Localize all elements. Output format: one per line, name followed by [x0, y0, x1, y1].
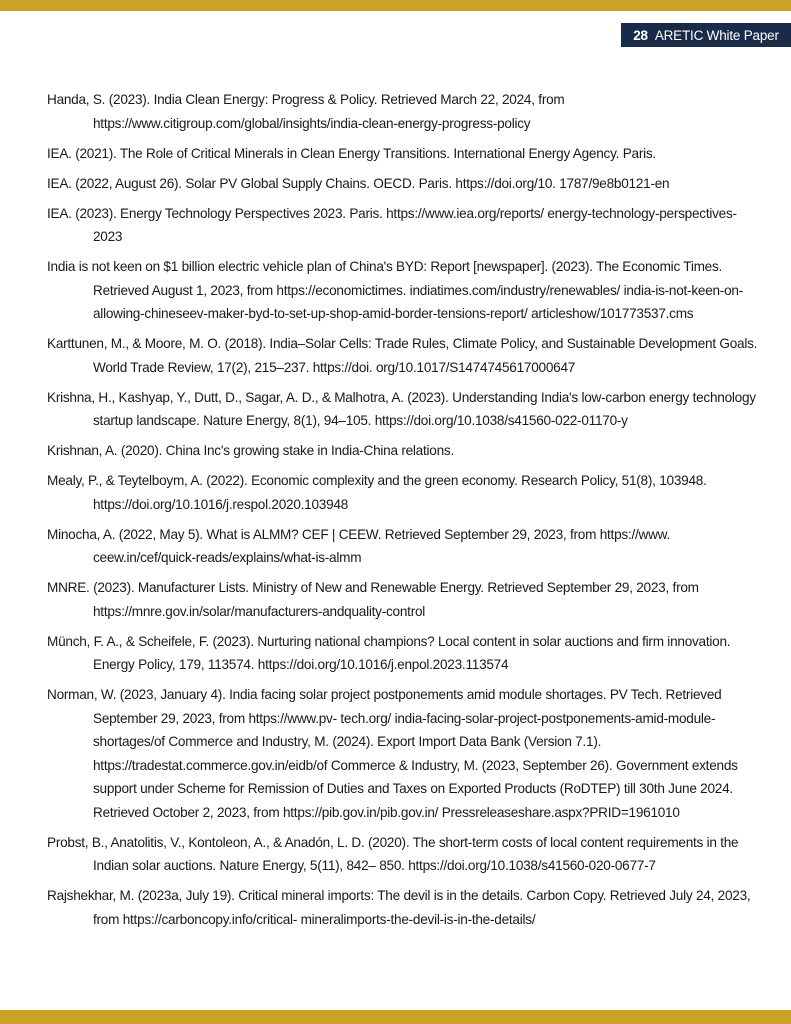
- reference-item: India is not keen on $1 billion electric vehicle plan of China's BYD: Report [newspaper]. (2023). The Economic Times. Retrieved August 1, 2023, from https://economictimes. indiatimes.com/industry/renewables/ india-is-not-keen-on-allowing-chineseev-maker-byd-to-set-up-shop-amid-border-tensions-report/ articleshow/101773537.cms: [47, 259, 743, 321]
- document-title: ARETIC White Paper: [654, 27, 779, 43]
- reference-item: Handa, S. (2023). India Clean Energy: Progress & Policy. Retrieved March 22, 2024, from https://www.citigroup.com/global/insights/india-clean-energy-progress-policy: [47, 92, 565, 131]
- reference-item: Münch, F. A., & Scheifele, F. (2023). Nurturing national champions? Local content in solar auctions and firm innovation. Energy Policy, 179, 113574. https://doi.org/10.1016/j.enpol.2023.113574: [47, 633, 731, 672]
- reference-item: Mealy, P., & Teytelboym, A. (2022). Economic complexity and the green economy. Research Policy, 51(8), 103948. https://doi.org/10.1016/j.respol.2020.103948: [47, 473, 707, 512]
- reference-item: IEA. (2021). The Role of Critical Minerals in Clean Energy Transitions. International Energy Agency. Paris.: [47, 145, 656, 161]
- reference-item: IEA. (2023). Energy Technology Perspectives 2023. Paris. https://www.iea.org/reports/ energy-technology-perspectives-2023: [47, 205, 737, 244]
- reference-item: Rajshekhar, M. (2023a, July 19). Critical mineral imports: The devil is in the details. Carbon Copy. Retrieved July 24, 2023, from https://carboncopy.info/critical- mineralimports-the-devil-is-in-the-details/: [47, 888, 751, 927]
- page-number: 28: [633, 27, 648, 43]
- bottom-accent-bar: [0, 1010, 791, 1024]
- top-accent-bar: [0, 0, 791, 11]
- reference-item: Minocha, A. (2022, May 5). What is ALMM? CEF | CEEW. Retrieved September 29, 2023, from https://www. ceew.in/cef/quick-reads/explains/what-is-almm: [47, 526, 670, 565]
- reference-item: MNRE. (2023). Manufacturer Lists. Ministry of New and Renewable Energy. Retrieved September 29, 2023, from https://mnre.gov.in/solar/manufacturers-andquality-control: [47, 580, 699, 619]
- reference-item: Krishnan, A. (2020). China Inc's growing stake in India-China relations.: [47, 443, 454, 458]
- reference-item: IEA. (2022, August 26). Solar PV Global Supply Chains. OECD. Paris. https://doi.org/10. 1787/9e8b0121-en: [47, 175, 670, 191]
- page-header-tab: [621, 23, 791, 47]
- reference-item: Karttunen, M., & Moore, M. O. (2018). India–Solar Cells: Trade Rules, Climate Policy, and Sustainable Development Goals. World Trade Review, 17(2), 215–237. https://doi. org/10.1017/S1474745617000647: [47, 336, 758, 375]
- reference-list: [47, 88, 759, 938]
- reference-item: Krishna, H., Kashyap, Y., Dutt, D., Sagar, A. D., & Malhotra, A. (2023). Understanding India's low-carbon energy technology startup landscape. Nature Energy, 8(1), 94–105. https://doi.org/10.1038/s41560-022-01170-y: [47, 389, 756, 428]
- reference-item: Probst, B., Anatolitis, V., Kontoleon, A., & Anadón, L. D. (2020). The short-term costs of local content requirements in the Indian solar auctions. Nature Energy, 5(11), 842– 850. https://doi.org/10.1038/s41560-020-0677-7: [47, 834, 739, 873]
- reference-item: Norman, W. (2023, January 4). India facing solar project postponements amid module shortages. PV Tech. Retrieved September 29, 2023, from https://www.pv- tech.org/ india-facing-solar-project-postponements-amid-module-shortages/of Commerce and Industry, M. (2024). Export Import Data Bank (Version 7.1). https://tradestat.commerce.gov.in/eidb/of Commerce & Industry, M. (2023, September 26). Government extends support under Scheme for Remission of Duties and Taxes on Exported Products (RoDTEP) till 30th June 2024. Retrieved October 2, 2023, from https://pib.gov.in/pib.gov.in/ Pressreleaseshare.aspx?PRID=1961010: [47, 687, 738, 820]
